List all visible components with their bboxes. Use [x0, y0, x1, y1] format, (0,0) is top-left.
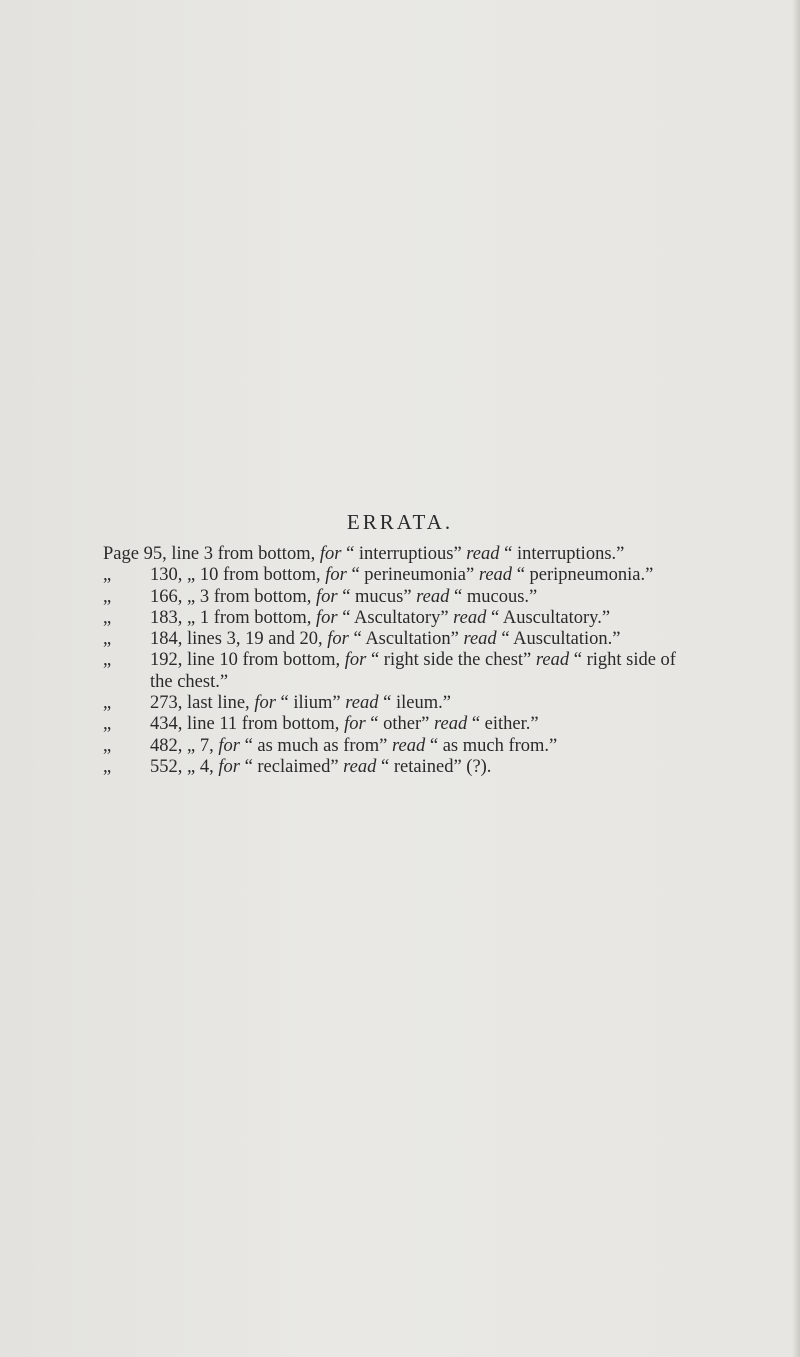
correct-text: “ right side of	[573, 650, 676, 671]
page-number: 166,	[150, 586, 183, 607]
errata-entry-line	[103, 544, 783, 565]
read-word: read	[433, 714, 468, 735]
page-label: Page	[103, 544, 139, 564]
errata-entry-line	[103, 693, 783, 714]
wrong-text: “ Ascultatory”	[342, 607, 449, 628]
read-word: read	[535, 650, 570, 671]
ditto-mark: „	[103, 586, 112, 607]
correct-text: “ Auscultatory.”	[491, 607, 611, 628]
for-word: for	[218, 756, 240, 777]
for-word: for	[254, 693, 276, 714]
errata-entry	[103, 565, 783, 586]
read-word: read	[463, 629, 497, 650]
errata-entry	[103, 608, 783, 629]
location: „ 10 from bottom,	[187, 565, 321, 586]
for-word: for	[315, 607, 338, 628]
wrong-text: “ interruptious”	[346, 544, 462, 564]
errata-entry-line	[103, 608, 783, 629]
page-number: 273,	[150, 693, 183, 714]
wrong-text: “ as much as from”	[244, 735, 388, 756]
for-word: for	[344, 650, 367, 671]
for-word: for	[325, 565, 347, 586]
location: line 10 from bottom,	[187, 650, 341, 671]
errata-entry	[103, 757, 783, 778]
errata-entry	[103, 650, 783, 693]
page-number: 552,	[150, 756, 183, 777]
errata-entry-line	[103, 629, 783, 650]
correct-text: “ interruptions.”	[504, 544, 625, 564]
errata-list	[103, 544, 783, 778]
errata-entry	[103, 544, 783, 565]
ditto-mark: „	[103, 629, 112, 650]
wrong-text: “ mucus”	[342, 586, 412, 607]
correct-text: “ mucous.”	[454, 586, 538, 607]
for-word: for	[319, 544, 342, 564]
ditto-mark: „	[103, 693, 112, 714]
correct-text: “ Auscultation.”	[501, 629, 621, 650]
location: „ 1 from bottom,	[187, 607, 312, 628]
wrong-text: “ reclaimed”	[244, 756, 339, 777]
read-word: read	[345, 693, 379, 714]
wrong-text: “ ilium”	[280, 693, 341, 714]
read-word: read	[478, 565, 513, 586]
for-word: for	[218, 735, 240, 756]
ditto-mark: „	[103, 650, 112, 671]
wrong-text: “ perineumonia”	[351, 565, 475, 586]
correct-text: “ ileum.”	[383, 693, 451, 714]
errata-entry-line	[103, 587, 783, 608]
page-number: 192,	[150, 650, 183, 671]
page-number: 482,	[150, 735, 183, 756]
page-number: 184,	[150, 629, 183, 650]
location: last line,	[187, 693, 250, 714]
errata-entry	[103, 693, 783, 714]
page-number: 434,	[150, 714, 183, 735]
correct-text: “ either.”	[471, 714, 539, 735]
location: line 3 from bottom,	[171, 544, 316, 564]
wrong-text: “ other”	[370, 714, 430, 735]
errata-entry	[103, 629, 783, 650]
errata-entry-line	[103, 757, 783, 778]
location: lines 3, 19 and 20,	[187, 629, 323, 650]
page-number: 183,	[150, 607, 183, 628]
correct-text: “ peripneumonia.”	[516, 565, 654, 586]
errata-entry-line	[103, 650, 783, 671]
page-edge-shadow	[792, 0, 800, 1357]
errata-entry	[103, 714, 783, 735]
location: „ 4,	[187, 756, 214, 777]
ditto-mark: „	[103, 756, 112, 777]
entry-continuation: the chest.”	[150, 671, 229, 692]
page-number: 95,	[143, 544, 167, 564]
wrong-text: “ Ascultation”	[353, 629, 459, 650]
location: „ 7,	[187, 735, 214, 756]
location: „ 3 from bottom,	[187, 586, 312, 607]
read-word: read	[416, 586, 450, 607]
errata-heading: ERRATA.	[346, 510, 454, 534]
location: line 11 from bottom,	[187, 714, 340, 735]
ditto-mark: „	[103, 735, 112, 756]
errata-entry	[103, 587, 783, 608]
wrong-text: “ right side the chest”	[370, 650, 532, 671]
page-number: 130,	[150, 565, 183, 586]
errata-entry-line	[103, 714, 783, 735]
correct-text: “ retained” (?).	[381, 756, 492, 777]
for-word: for	[344, 714, 366, 735]
ditto-mark: „	[103, 714, 112, 735]
for-word: for	[315, 586, 338, 607]
correct-text: “ as much from.”	[429, 735, 558, 756]
errata-entry-line	[103, 736, 783, 757]
read-word: read	[343, 756, 377, 777]
read-word: read	[453, 607, 487, 628]
ditto-mark: „	[103, 565, 112, 586]
read-word: read	[392, 735, 426, 756]
errata-entry	[103, 736, 783, 757]
ditto-mark: „	[103, 607, 112, 628]
for-word: for	[327, 629, 349, 650]
read-word: read	[466, 544, 500, 564]
errata-entry-line	[103, 565, 783, 586]
